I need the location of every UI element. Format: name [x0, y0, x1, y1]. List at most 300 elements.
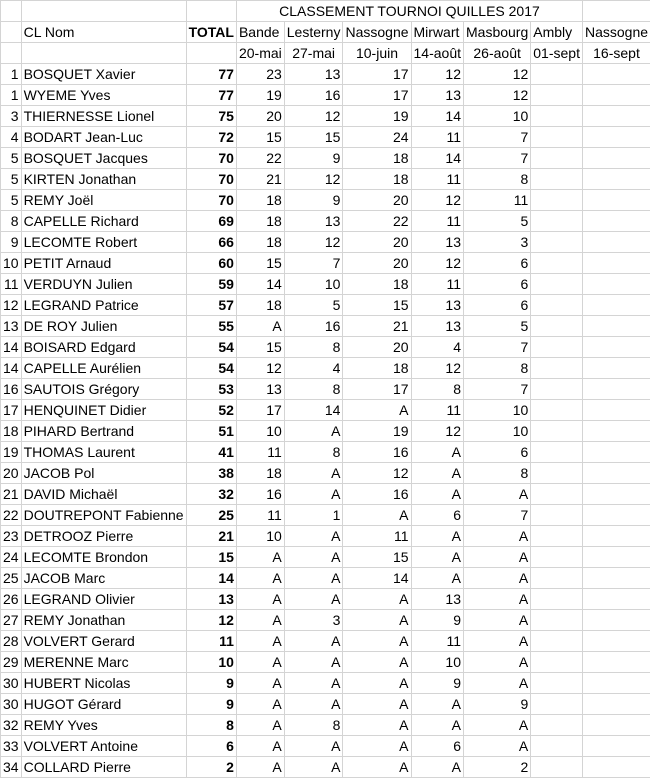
score-cell[interactable]: [531, 400, 583, 421]
score-cell[interactable]: A: [411, 484, 463, 505]
score-cell[interactable]: 19: [236, 85, 284, 106]
total-cell[interactable]: 8: [186, 715, 236, 736]
score-cell[interactable]: [531, 442, 583, 463]
score-cell[interactable]: 21: [343, 316, 411, 337]
score-cell[interactable]: 6: [411, 505, 463, 526]
score-cell[interactable]: [582, 148, 650, 169]
score-cell[interactable]: A: [411, 463, 463, 484]
score-cell[interactable]: [582, 526, 650, 547]
score-cell[interactable]: [531, 106, 583, 127]
score-cell[interactable]: [582, 673, 650, 694]
score-cell[interactable]: A: [464, 652, 531, 673]
score-cell[interactable]: 15: [343, 547, 411, 568]
rank-cell[interactable]: 33: [1, 736, 22, 757]
cell[interactable]: [1, 22, 22, 43]
total-cell[interactable]: 54: [186, 358, 236, 379]
score-cell[interactable]: 14: [411, 106, 463, 127]
score-cell[interactable]: [582, 694, 650, 715]
header-venue[interactable]: Nassogne: [582, 22, 650, 43]
score-cell[interactable]: A: [411, 442, 463, 463]
score-cell[interactable]: [582, 547, 650, 568]
total-cell[interactable]: 66: [186, 232, 236, 253]
score-cell[interactable]: 12: [411, 190, 463, 211]
score-cell[interactable]: 15: [236, 127, 284, 148]
player-name-cell[interactable]: VOLVERT Gerard: [21, 631, 186, 652]
total-cell[interactable]: 38: [186, 463, 236, 484]
score-cell[interactable]: [531, 736, 583, 757]
total-cell[interactable]: 13: [186, 589, 236, 610]
score-cell[interactable]: [531, 547, 583, 568]
score-cell[interactable]: A: [464, 715, 531, 736]
header-date[interactable]: 26-août: [464, 43, 531, 64]
score-cell[interactable]: A: [411, 694, 463, 715]
score-cell[interactable]: A: [236, 736, 284, 757]
score-cell[interactable]: [582, 337, 650, 358]
score-cell[interactable]: 13: [411, 589, 463, 610]
rank-cell[interactable]: 27: [1, 610, 22, 631]
score-cell[interactable]: 13: [411, 295, 463, 316]
total-cell[interactable]: 6: [186, 736, 236, 757]
score-cell[interactable]: [531, 64, 583, 85]
score-cell[interactable]: [531, 274, 583, 295]
score-cell[interactable]: 17: [343, 64, 411, 85]
player-name-cell[interactable]: REMY Joël: [21, 190, 186, 211]
total-cell[interactable]: 9: [186, 694, 236, 715]
score-cell[interactable]: A: [236, 715, 284, 736]
score-cell[interactable]: 12: [464, 64, 531, 85]
score-cell[interactable]: 12: [236, 358, 284, 379]
player-name-cell[interactable]: JACOB Marc: [21, 568, 186, 589]
score-cell[interactable]: 5: [464, 316, 531, 337]
score-cell[interactable]: 12: [284, 169, 343, 190]
score-cell[interactable]: 9: [411, 673, 463, 694]
player-name-cell[interactable]: VOLVERT Antoine: [21, 736, 186, 757]
score-cell[interactable]: [531, 379, 583, 400]
rank-cell[interactable]: 26: [1, 589, 22, 610]
score-cell[interactable]: 12: [284, 232, 343, 253]
score-cell[interactable]: A: [284, 484, 343, 505]
score-cell[interactable]: [582, 64, 650, 85]
score-cell[interactable]: 18: [343, 148, 411, 169]
header-date[interactable]: 10-juin: [343, 43, 411, 64]
score-cell[interactable]: 7: [464, 337, 531, 358]
score-cell[interactable]: [582, 232, 650, 253]
player-name-cell[interactable]: HUBERT Nicolas: [21, 673, 186, 694]
score-cell[interactable]: 12: [284, 106, 343, 127]
score-cell[interactable]: 16: [284, 85, 343, 106]
score-cell[interactable]: [531, 148, 583, 169]
score-cell[interactable]: [582, 484, 650, 505]
total-cell[interactable]: 72: [186, 127, 236, 148]
rank-cell[interactable]: 20: [1, 463, 22, 484]
header-venue[interactable]: Ambly: [531, 22, 583, 43]
score-cell[interactable]: 19: [343, 421, 411, 442]
score-cell[interactable]: A: [411, 568, 463, 589]
player-name-cell[interactable]: BOISARD Edgard: [21, 337, 186, 358]
rank-cell[interactable]: 9: [1, 232, 22, 253]
total-cell[interactable]: 25: [186, 505, 236, 526]
score-cell[interactable]: 15: [236, 253, 284, 274]
rank-cell[interactable]: 25: [1, 568, 22, 589]
score-cell[interactable]: [531, 211, 583, 232]
score-cell[interactable]: 6: [411, 736, 463, 757]
total-cell[interactable]: 70: [186, 148, 236, 169]
score-cell[interactable]: 16: [236, 484, 284, 505]
rank-cell[interactable]: 3: [1, 106, 22, 127]
score-cell[interactable]: 21: [236, 169, 284, 190]
score-cell[interactable]: [582, 505, 650, 526]
score-cell[interactable]: [531, 757, 583, 778]
score-cell[interactable]: 7: [464, 127, 531, 148]
score-cell[interactable]: 20: [343, 337, 411, 358]
score-cell[interactable]: [582, 127, 650, 148]
score-cell[interactable]: A: [411, 715, 463, 736]
score-cell[interactable]: A: [236, 547, 284, 568]
score-cell[interactable]: A: [284, 547, 343, 568]
score-cell[interactable]: A: [284, 694, 343, 715]
score-cell[interactable]: 8: [411, 379, 463, 400]
score-cell[interactable]: 18: [343, 358, 411, 379]
score-cell[interactable]: 16: [343, 442, 411, 463]
score-cell[interactable]: [531, 589, 583, 610]
header-date[interactable]: 27-mai: [284, 43, 343, 64]
score-cell[interactable]: 8: [284, 715, 343, 736]
score-cell[interactable]: [531, 673, 583, 694]
total-cell[interactable]: 12: [186, 610, 236, 631]
total-cell[interactable]: 9: [186, 673, 236, 694]
score-cell[interactable]: 13: [411, 85, 463, 106]
cell[interactable]: [186, 43, 236, 64]
total-cell[interactable]: 70: [186, 169, 236, 190]
player-name-cell[interactable]: CAPELLE Aurélien: [21, 358, 186, 379]
rank-cell[interactable]: 32: [1, 715, 22, 736]
score-cell[interactable]: 6: [464, 442, 531, 463]
score-cell[interactable]: 11: [411, 169, 463, 190]
score-cell[interactable]: [582, 631, 650, 652]
score-cell[interactable]: A: [236, 589, 284, 610]
score-cell[interactable]: [582, 169, 650, 190]
score-cell[interactable]: [531, 610, 583, 631]
score-cell[interactable]: [582, 85, 650, 106]
score-cell[interactable]: [582, 358, 650, 379]
total-cell[interactable]: 55: [186, 316, 236, 337]
score-cell[interactable]: [531, 694, 583, 715]
score-cell[interactable]: A: [343, 505, 411, 526]
score-cell[interactable]: A: [284, 421, 343, 442]
score-cell[interactable]: A: [343, 715, 411, 736]
total-cell[interactable]: 14: [186, 568, 236, 589]
score-cell[interactable]: [531, 295, 583, 316]
rank-cell[interactable]: 34: [1, 757, 22, 778]
total-cell[interactable]: 52: [186, 400, 236, 421]
score-cell[interactable]: 15: [284, 127, 343, 148]
score-cell[interactable]: 11: [411, 400, 463, 421]
player-name-cell[interactable]: HENQUINET Didier: [21, 400, 186, 421]
score-cell[interactable]: 3: [284, 610, 343, 631]
score-cell[interactable]: [582, 274, 650, 295]
score-cell[interactable]: [531, 358, 583, 379]
score-cell[interactable]: [531, 169, 583, 190]
score-cell[interactable]: 13: [411, 232, 463, 253]
total-cell[interactable]: 32: [186, 484, 236, 505]
score-cell[interactable]: 12: [411, 358, 463, 379]
total-cell[interactable]: 60: [186, 253, 236, 274]
score-cell[interactable]: 12: [464, 85, 531, 106]
score-cell[interactable]: 4: [411, 337, 463, 358]
score-cell[interactable]: A: [343, 610, 411, 631]
rank-cell[interactable]: 17: [1, 400, 22, 421]
score-cell[interactable]: A: [411, 757, 463, 778]
rank-cell[interactable]: 5: [1, 148, 22, 169]
score-cell[interactable]: A: [284, 589, 343, 610]
score-cell[interactable]: 18: [236, 211, 284, 232]
player-name-cell[interactable]: REMY Jonathan: [21, 610, 186, 631]
player-name-cell[interactable]: SAUTOIS Grégory: [21, 379, 186, 400]
score-cell[interactable]: A: [464, 610, 531, 631]
header-cl-nom[interactable]: CL Nom: [21, 22, 186, 43]
score-cell[interactable]: 18: [343, 274, 411, 295]
score-cell[interactable]: A: [464, 736, 531, 757]
score-cell[interactable]: A: [236, 757, 284, 778]
score-cell[interactable]: A: [343, 631, 411, 652]
rank-cell[interactable]: 13: [1, 316, 22, 337]
player-name-cell[interactable]: JACOB Pol: [21, 463, 186, 484]
score-cell[interactable]: [531, 505, 583, 526]
total-cell[interactable]: 69: [186, 211, 236, 232]
score-cell[interactable]: [531, 421, 583, 442]
score-cell[interactable]: 13: [284, 211, 343, 232]
score-cell[interactable]: A: [284, 652, 343, 673]
score-cell[interactable]: 17: [343, 85, 411, 106]
rank-cell[interactable]: 5: [1, 169, 22, 190]
total-cell[interactable]: 77: [186, 85, 236, 106]
score-cell[interactable]: 10: [236, 421, 284, 442]
rank-cell[interactable]: 30: [1, 673, 22, 694]
player-name-cell[interactable]: LEGRAND Patrice: [21, 295, 186, 316]
score-cell[interactable]: 20: [343, 253, 411, 274]
score-cell[interactable]: [582, 190, 650, 211]
rank-cell[interactable]: 4: [1, 127, 22, 148]
cell[interactable]: [1, 43, 22, 64]
score-cell[interactable]: A: [411, 547, 463, 568]
cell[interactable]: [21, 43, 186, 64]
header-venue[interactable]: Lesterny: [284, 22, 343, 43]
score-cell[interactable]: [531, 715, 583, 736]
score-cell[interactable]: 1: [284, 505, 343, 526]
score-cell[interactable]: [531, 337, 583, 358]
score-cell[interactable]: 12: [411, 64, 463, 85]
score-cell[interactable]: [531, 526, 583, 547]
score-cell[interactable]: A: [284, 631, 343, 652]
header-venue[interactable]: Masbourg: [464, 22, 531, 43]
score-cell[interactable]: 8: [284, 442, 343, 463]
score-cell[interactable]: 11: [411, 211, 463, 232]
score-cell[interactable]: A: [464, 484, 531, 505]
score-cell[interactable]: 11: [411, 631, 463, 652]
score-cell[interactable]: A: [236, 631, 284, 652]
total-cell[interactable]: 51: [186, 421, 236, 442]
score-cell[interactable]: A: [284, 757, 343, 778]
score-cell[interactable]: 9: [284, 190, 343, 211]
total-cell[interactable]: 11: [186, 631, 236, 652]
score-cell[interactable]: 8: [464, 358, 531, 379]
score-cell[interactable]: 7: [464, 505, 531, 526]
player-name-cell[interactable]: COLLARD Pierre: [21, 757, 186, 778]
player-name-cell[interactable]: DETROOZ Pierre: [21, 526, 186, 547]
total-cell[interactable]: 57: [186, 295, 236, 316]
score-cell[interactable]: 9: [284, 148, 343, 169]
score-cell[interactable]: 17: [236, 400, 284, 421]
score-cell[interactable]: A: [343, 400, 411, 421]
score-cell[interactable]: 10: [411, 652, 463, 673]
player-name-cell[interactable]: CAPELLE Richard: [21, 211, 186, 232]
score-cell[interactable]: 9: [411, 610, 463, 631]
score-cell[interactable]: A: [236, 673, 284, 694]
score-cell[interactable]: 23: [236, 64, 284, 85]
score-cell[interactable]: 5: [464, 211, 531, 232]
score-cell[interactable]: 14: [411, 148, 463, 169]
score-cell[interactable]: 8: [464, 463, 531, 484]
score-cell[interactable]: 11: [464, 190, 531, 211]
rank-cell[interactable]: 16: [1, 379, 22, 400]
rank-cell[interactable]: 23: [1, 526, 22, 547]
score-cell[interactable]: A: [284, 673, 343, 694]
rank-cell[interactable]: 14: [1, 358, 22, 379]
score-cell[interactable]: 6: [464, 295, 531, 316]
score-cell[interactable]: 20: [343, 190, 411, 211]
rank-cell[interactable]: 22: [1, 505, 22, 526]
score-cell[interactable]: 8: [464, 169, 531, 190]
score-cell[interactable]: [531, 316, 583, 337]
score-cell[interactable]: A: [464, 631, 531, 652]
score-cell[interactable]: 13: [284, 64, 343, 85]
score-cell[interactable]: [582, 379, 650, 400]
score-cell[interactable]: 24: [343, 127, 411, 148]
score-cell[interactable]: A: [236, 316, 284, 337]
player-name-cell[interactable]: DAVID Michaël: [21, 484, 186, 505]
player-name-cell[interactable]: PIHARD Bertrand: [21, 421, 186, 442]
score-cell[interactable]: 6: [464, 274, 531, 295]
score-cell[interactable]: 11: [343, 526, 411, 547]
score-cell[interactable]: 22: [343, 211, 411, 232]
score-cell[interactable]: 7: [464, 148, 531, 169]
score-cell[interactable]: 16: [284, 316, 343, 337]
score-cell[interactable]: 11: [236, 505, 284, 526]
score-cell[interactable]: A: [236, 694, 284, 715]
score-cell[interactable]: [582, 253, 650, 274]
total-cell[interactable]: 41: [186, 442, 236, 463]
rank-cell[interactable]: 28: [1, 631, 22, 652]
score-cell[interactable]: 20: [343, 232, 411, 253]
score-cell[interactable]: 10: [284, 274, 343, 295]
score-cell[interactable]: 6: [464, 253, 531, 274]
score-cell[interactable]: A: [464, 673, 531, 694]
player-name-cell[interactable]: THIERNESSE Lionel: [21, 106, 186, 127]
score-cell[interactable]: [531, 253, 583, 274]
header-total[interactable]: TOTAL: [186, 22, 236, 43]
score-cell[interactable]: 10: [464, 106, 531, 127]
header-venue[interactable]: Mirwart: [411, 22, 463, 43]
score-cell[interactable]: A: [284, 526, 343, 547]
total-cell[interactable]: 21: [186, 526, 236, 547]
sheet-title[interactable]: CLASSEMENT TOURNOI QUILLES 2017: [236, 1, 582, 22]
rank-cell[interactable]: 30: [1, 694, 22, 715]
score-cell[interactable]: [531, 85, 583, 106]
rank-cell[interactable]: 24: [1, 547, 22, 568]
score-cell[interactable]: 18: [236, 295, 284, 316]
score-cell[interactable]: [582, 715, 650, 736]
score-cell[interactable]: 11: [411, 127, 463, 148]
score-cell[interactable]: [582, 610, 650, 631]
score-cell[interactable]: 4: [284, 358, 343, 379]
score-cell[interactable]: [531, 484, 583, 505]
score-cell[interactable]: [531, 127, 583, 148]
score-cell[interactable]: 10: [464, 400, 531, 421]
score-cell[interactable]: 3: [464, 232, 531, 253]
score-cell[interactable]: A: [236, 610, 284, 631]
score-cell[interactable]: 12: [343, 463, 411, 484]
player-name-cell[interactable]: LECOMTE Brondon: [21, 547, 186, 568]
score-cell[interactable]: 10: [236, 526, 284, 547]
player-name-cell[interactable]: DOUTREPONT Fabienne: [21, 505, 186, 526]
cell[interactable]: [186, 1, 236, 22]
score-cell[interactable]: A: [464, 568, 531, 589]
score-cell[interactable]: 7: [464, 379, 531, 400]
score-cell[interactable]: 20: [236, 106, 284, 127]
score-cell[interactable]: 10: [464, 421, 531, 442]
total-cell[interactable]: 2: [186, 757, 236, 778]
score-cell[interactable]: A: [236, 568, 284, 589]
score-cell[interactable]: A: [411, 526, 463, 547]
score-cell[interactable]: [582, 589, 650, 610]
score-cell[interactable]: 8: [284, 337, 343, 358]
score-cell[interactable]: A: [343, 673, 411, 694]
score-cell[interactable]: A: [343, 652, 411, 673]
score-cell[interactable]: 14: [343, 568, 411, 589]
player-name-cell[interactable]: BOSQUET Jacques: [21, 148, 186, 169]
header-date[interactable]: 20-mai: [236, 43, 284, 64]
score-cell[interactable]: A: [464, 589, 531, 610]
player-name-cell[interactable]: MERENNE Marc: [21, 652, 186, 673]
rank-cell[interactable]: 12: [1, 295, 22, 316]
header-date[interactable]: 14-août: [411, 43, 463, 64]
score-cell[interactable]: A: [284, 463, 343, 484]
score-cell[interactable]: [582, 295, 650, 316]
score-cell[interactable]: A: [236, 652, 284, 673]
rank-cell[interactable]: 8: [1, 211, 22, 232]
score-cell[interactable]: 16: [343, 484, 411, 505]
score-cell[interactable]: [531, 232, 583, 253]
score-cell[interactable]: 15: [236, 337, 284, 358]
header-venue[interactable]: Nassogne: [343, 22, 411, 43]
score-cell[interactable]: 11: [236, 442, 284, 463]
score-cell[interactable]: 12: [411, 253, 463, 274]
total-cell[interactable]: 75: [186, 106, 236, 127]
score-cell[interactable]: 22: [236, 148, 284, 169]
score-cell[interactable]: A: [343, 694, 411, 715]
score-cell[interactable]: [582, 421, 650, 442]
score-cell[interactable]: [582, 400, 650, 421]
score-cell[interactable]: 19: [343, 106, 411, 127]
score-cell[interactable]: 18: [236, 232, 284, 253]
rank-cell[interactable]: 10: [1, 253, 22, 274]
rank-cell[interactable]: 19: [1, 442, 22, 463]
score-cell[interactable]: 14: [284, 400, 343, 421]
score-cell[interactable]: [531, 652, 583, 673]
score-cell[interactable]: [582, 106, 650, 127]
score-cell[interactable]: [582, 736, 650, 757]
total-cell[interactable]: 77: [186, 64, 236, 85]
